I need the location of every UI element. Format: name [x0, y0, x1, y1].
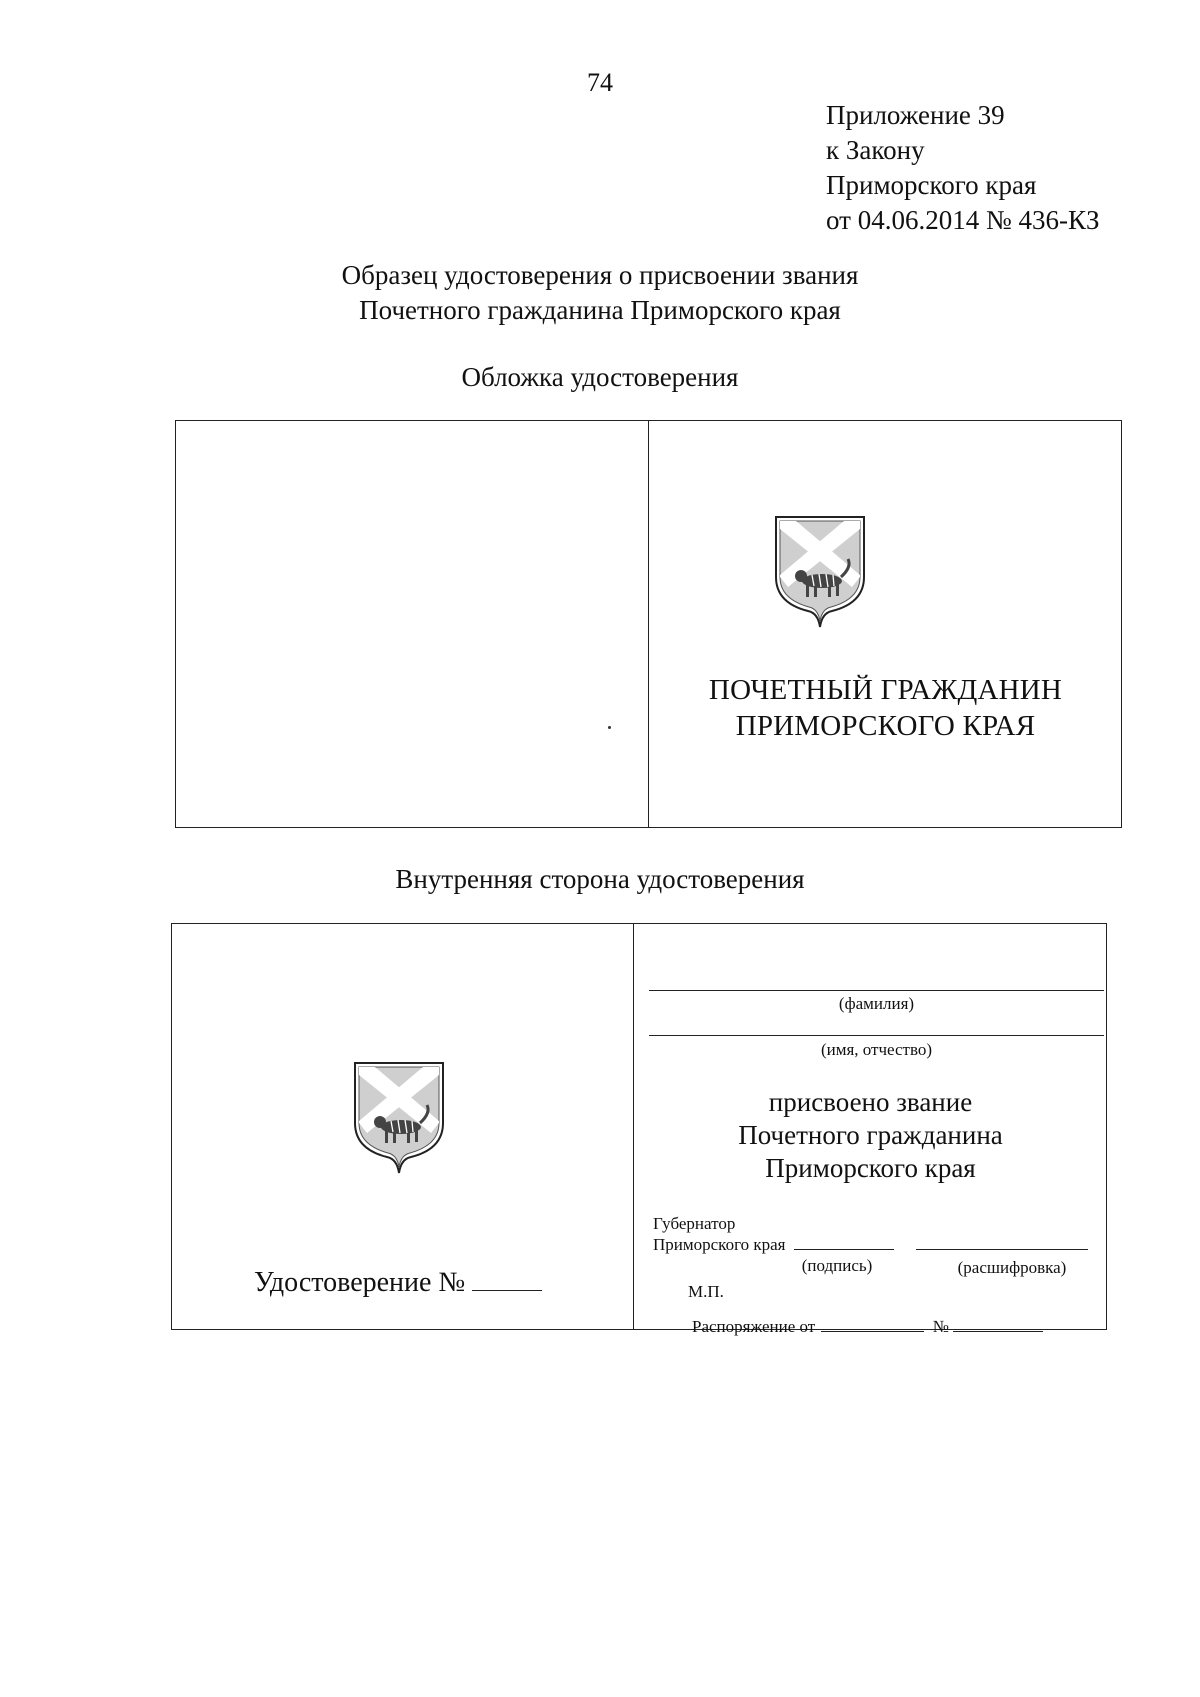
certificate-number [254, 1267, 542, 1299]
order-number-sign: № [932, 1317, 949, 1336]
document-title [0, 258, 1200, 328]
award-text [633, 1086, 1108, 1185]
name-caption: (имя, отчество) [820, 1040, 933, 1059]
decoding-blank [916, 1249, 1088, 1250]
award-line-3: Приморского края [765, 1153, 976, 1183]
order-date-blank [821, 1331, 924, 1332]
coat-of-arms-icon [349, 1059, 449, 1175]
appendix-line-2: к Закону [826, 135, 925, 165]
stray-dot [608, 726, 611, 729]
surname-line [649, 990, 1104, 991]
decoding-caption: (расшифровка) [957, 1258, 1067, 1277]
order-row [692, 1317, 1043, 1337]
award-line-2: Почетного гражданина [738, 1120, 1003, 1150]
document-title-line-2: Почетного гражданина Приморского края [359, 295, 841, 325]
governor-title-line-1: Губернатор [653, 1214, 736, 1233]
order-label: Распоряжение от [692, 1317, 816, 1336]
inside-section-label: Внутренняя сторона удостоверения [395, 864, 805, 894]
stamp-label: М.П. [688, 1282, 724, 1301]
certificate-number-blank [472, 1290, 542, 1291]
award-line-1: присвоено звание [768, 1087, 973, 1117]
page-number: 74 [587, 68, 613, 97]
cover-card [175, 420, 1122, 828]
certificate-number-label: Удостоверение № [254, 1267, 466, 1298]
appendix-line-3: Приморского края [826, 170, 1037, 200]
appendix-header [826, 98, 1099, 238]
surname-caption: (фамилия) [838, 994, 915, 1013]
cover-title-line-1: ПОЧЕТНЫЙ ГРАЖДАНИН [708, 674, 1063, 706]
document-title-line-1: Образец удостоверения о присвоении звания [341, 260, 859, 290]
cover-section-label: Обложка удостоверения [461, 362, 739, 392]
cover-fold-line [648, 421, 649, 827]
signature-caption: (подпись) [801, 1256, 873, 1275]
cover-title [648, 672, 1123, 744]
appendix-line-4: от 04.06.2014 № 436-КЗ [826, 205, 1100, 235]
name-line [649, 1035, 1104, 1036]
appendix-line-1: Приложение 39 [826, 100, 1005, 130]
governor-title-line-2: Приморского края [653, 1235, 786, 1254]
cover-title-line-2: ПРИМОРСКОГО КРАЯ [735, 710, 1036, 742]
inside-card [171, 923, 1107, 1336]
governor-signature-row [653, 1235, 1088, 1255]
signature-blank [794, 1249, 894, 1250]
coat-of-arms-icon [770, 513, 870, 629]
order-number-blank [953, 1331, 1043, 1332]
